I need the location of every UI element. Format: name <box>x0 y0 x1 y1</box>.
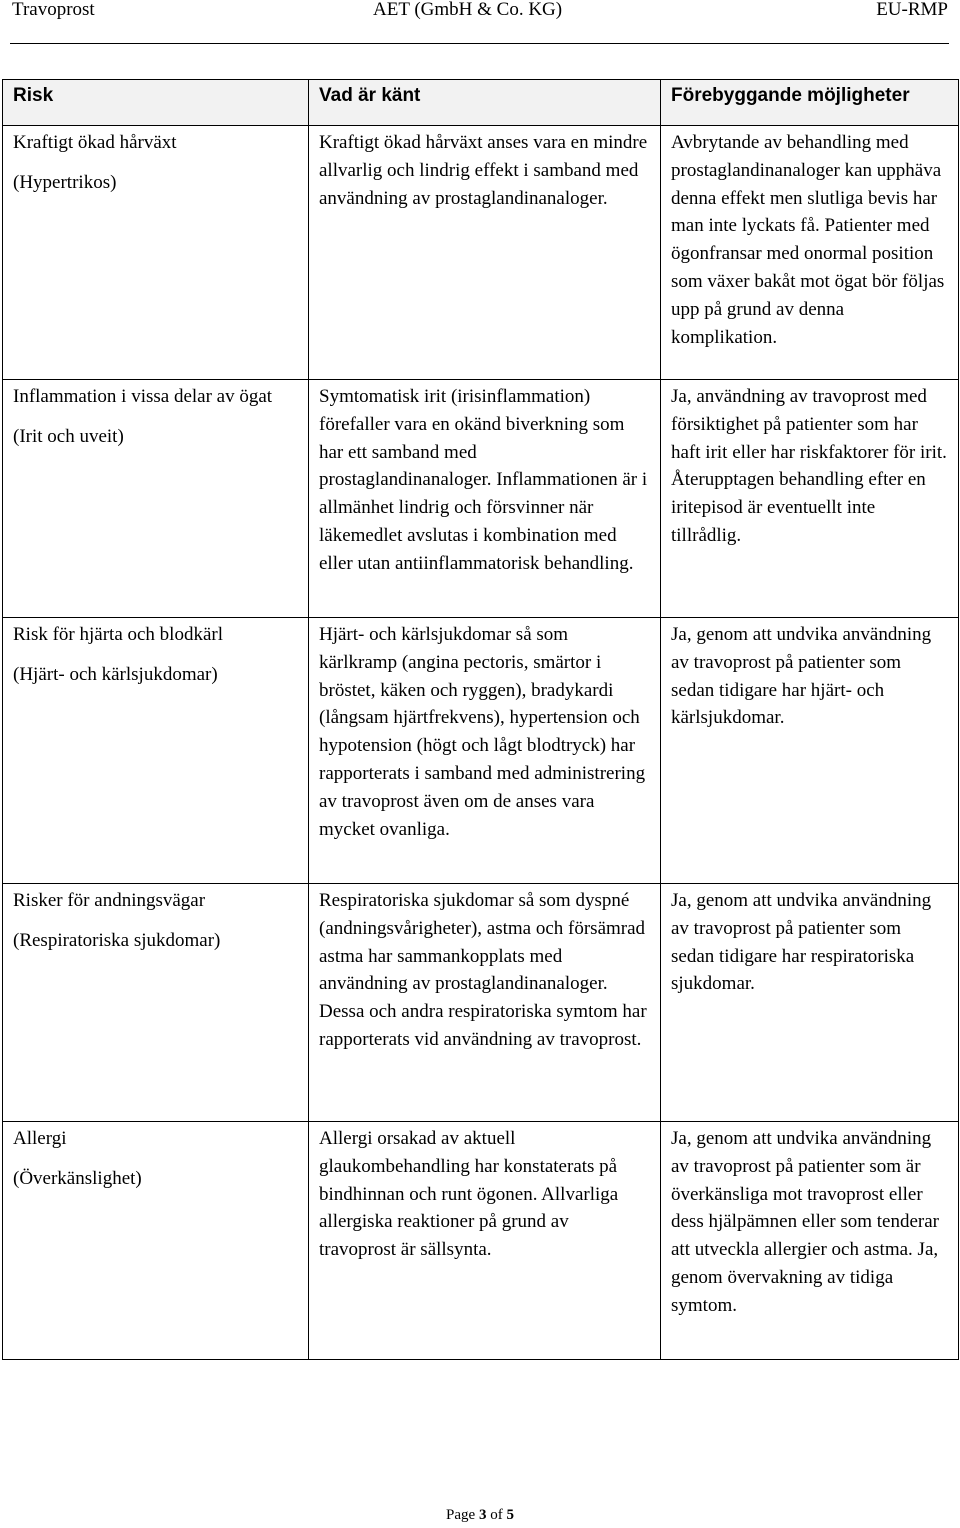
risk-cell <box>3 1122 309 1360</box>
prevention-cell: Ja, genom att undvika användning av travoprost på patienter som sedan tidigare har respiratoriska sjukdomar. <box>661 884 959 1122</box>
risk-title: Inflammation i vissa delar av ögat <box>13 386 273 407</box>
risk-subtitle: (Överkänslighet) <box>13 1167 142 1189</box>
known-cell: Kraftigt ökad hårväxt anses vara en mindre allvarlig och lindrig effekt i samband med användning av prostaglandinanaloger. <box>309 126 661 380</box>
risk-subtitle: (Hypertrikos) <box>13 171 117 193</box>
risk-title: Kraftigt ökad hårväxt <box>13 132 177 153</box>
risk-cell <box>3 618 309 884</box>
risk-subtitle: (Hjärt- och kärlsjukdomar) <box>13 663 218 685</box>
page-label: Page <box>446 1507 476 1523</box>
header-divider <box>10 43 949 44</box>
page-total: 5 <box>506 1507 514 1523</box>
table-row <box>3 380 959 618</box>
header-product: Travoprost <box>12 0 95 20</box>
table-row <box>3 126 959 380</box>
page-footer <box>0 1506 960 1524</box>
risk-title: Allergi <box>13 1128 67 1149</box>
page-header <box>0 0 960 22</box>
risk-subtitle: (Respiratoriska sjukdomar) <box>13 929 221 951</box>
table-header-row <box>3 80 959 126</box>
page-current: 3 <box>478 1507 487 1523</box>
risk-title: Risk för hjärta och blodkärl <box>13 624 224 645</box>
risk-cell <box>3 884 309 1122</box>
prevention-cell: Ja, genom att undvika användning av travoprost på patienter som är överkänsliga mot travoprost eller dess hjälpämnen eller som tenderar att utveckla allergier och astma. Ja, genom övervakning av tidiga symtom. <box>661 1122 959 1360</box>
risk-table <box>2 79 959 1360</box>
prevention-cell: Ja, användning av travoprost med försiktighet på patienter som har haft irit eller har riskfaktorer för irit. Återupptagen behandling efter en iritepisod är eventuellt inte tillrådlig. <box>661 380 959 618</box>
column-header-risk: Risk <box>3 80 309 126</box>
prevention-cell: Avbrytande av behandling med prostaglandinanaloger kan upphäva denna effekt men slutliga bevis har man inte lyckats få. Patienter med ögonfransar med onormal position som växer bakåt mot ögat bör följas upp på grund av denna komplikation. <box>661 126 959 380</box>
known-cell: Allergi orsakad av aktuell glaukombehandling har konstaterats på bindhinnan och runt ögonen. Allvarliga allergiska reaktioner på grund av travoprost är sällsynta. <box>309 1122 661 1360</box>
prevention-cell: Ja, genom att undvika användning av travoprost på patienter som sedan tidigare har hjärt- och kärlsjukdomar. <box>661 618 959 884</box>
table-row <box>3 1122 959 1360</box>
risk-cell <box>3 380 309 618</box>
header-company: AET (GmbH & Co. KG) <box>373 0 563 20</box>
known-cell: Hjärt- och kärlsjukdomar så som kärlkramp (angina pectoris, smärtor i bröstet, käken och ryggen), bradykardi (långsam hjärtfrekvens), hypertension och hypotension (högt och lågt blodtryck) har rapporterats i samband med administrering av travoprost även om de anses vara mycket ovanliga. <box>309 618 661 884</box>
known-cell: Respiratoriska sjukdomar så som dyspné (andningsvårigheter), astma och försämrad astma har sammankopplats med användning av prostaglandinanaloger. Dessa och andra respiratoriska symtom har rapporterats vid användning av travoprost. <box>309 884 661 1122</box>
risk-title: Risker för andningsvägar <box>13 890 206 911</box>
header-doc-type: EU-RMP <box>876 0 948 20</box>
table-row <box>3 618 959 884</box>
page-of: of <box>490 1507 503 1523</box>
known-cell: Symtomatisk irit (irisinflammation) förefaller vara en okänd biverkning som har ett samband med prostaglandinanaloger. Inflammationen är i allmänhet lindrig och försvinner när läkemedlet avslutas i kombination med eller utan antiinflammatorisk behandling. <box>309 380 661 618</box>
risk-cell <box>3 126 309 380</box>
column-header-known: Vad är känt <box>309 80 661 126</box>
column-header-prevention: Förebyggande möjligheter <box>661 80 959 126</box>
risk-subtitle: (Irit och uveit) <box>13 425 124 447</box>
table-row <box>3 884 959 1122</box>
